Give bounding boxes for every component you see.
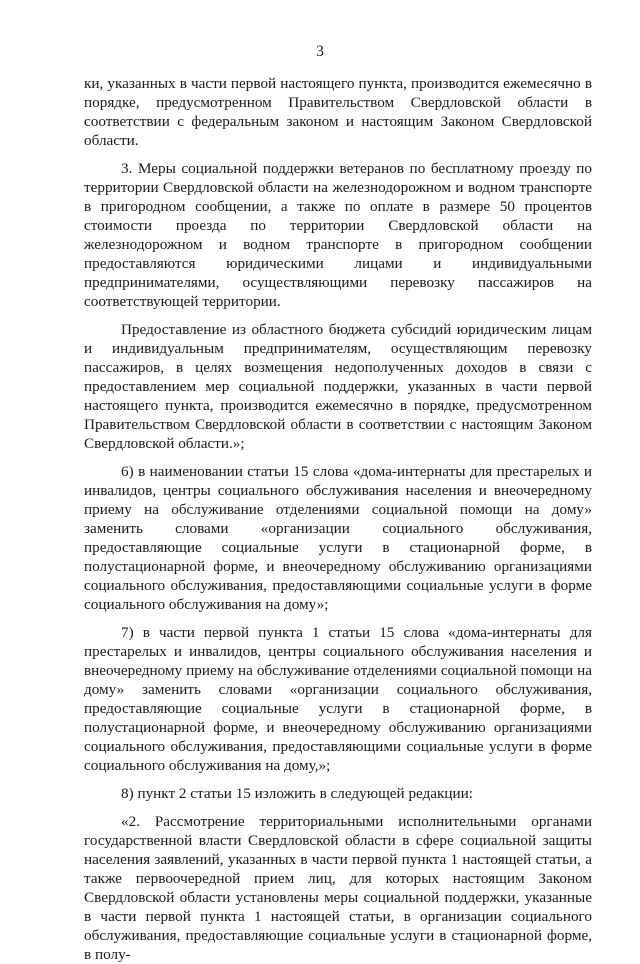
- page-number: 3: [316, 43, 324, 60]
- paragraph-amendment-6: 6) в наименовании статьи 15 слова «дома-интернаты для престарелых и инвалидов, центры социального обслуживания населения и внеочередному приему на обслуживание отделениями социальной помощи на дому» заменить словами «организации социального обслуживания, предоставляющие социальные услуги в стационарной форме, в полустационарной форме, и внеочередному обслуживанию организациями социального обслуживания, предоставляющими социальные услуги в форме социального обслуживания на дому»;: [84, 463, 592, 613]
- paragraph-article-15-item-2: «2. Рассмотрение территориальными исполнительными органами государственной власти Свердловской области в сфере социальной защиты населения заявлений, указанных в части первой пункта 1 настоящей статьи, а также первоочередной прием лиц, для которых настоящим Законом Свердловской области установлены меры социальной поддержки, указанные в части первой пункта 1 настоящей статьи, в организации социального обслуживания, предоставляющие социальные услуги в стационарной форме, в полу-: [84, 813, 592, 963]
- paragraph-subsidy: Предоставление из областного бюджета субсидий юридическим лицам и индивидуальным предпринимателям, осуществляющим перевозку пассажиров, в целях возмещения недополученных доходов в связи с предоставлением мер социальной поддержки, указанных в части первой настоящего пункта, производится ежемесячно в порядке, предусмотренном Правительством Свердловской области в соответствии с настоящим Законом Свердловской области.»;: [84, 321, 592, 452]
- document-body: [84, 74, 592, 964]
- paragraph-amendment-8: 8) пункт 2 статьи 15 изложить в следующей редакции:: [121, 785, 474, 802]
- paragraph-continuation: ки, указанных в части первой настоящего пункта, производится ежемесячно в порядке, предусмотренном Правительством Свердловской области в соответствии с федеральным законом и настоящим Законом Свердловской области.: [84, 75, 592, 149]
- paragraph-amendment-7: 7) в части первой пункта 1 статьи 15 слова «дома-интернаты для престарелых и инвалидов, центры социального обслуживания населения и внеочередному приему на обслуживание отделениями социальной помощи на дому» заменить словами «организации социального обслуживания, предоставляющие социальные услуги в стационарной форме, в полустационарной форме, и внеочередному обслуживанию организациями социального обслуживания, предоставляющими социальные услуги в форме социального обслуживания на дому,»;: [84, 624, 592, 774]
- paragraph-item-3: 3. Меры социальной поддержки ветеранов по бесплатному проезду по территории Свердловской области на железнодорожном и водном транспорте в пригородном сообщении, а также по оплате в размере 50 процентов стоимости проезда по территории Свердловской области на железнодорожном и водном транспорте в пригородном сообщении предоставляются юридическими лицами и индивидуальными предпринимателями, осуществляющими перевозку пассажиров на соответствующей территории.: [84, 160, 592, 310]
